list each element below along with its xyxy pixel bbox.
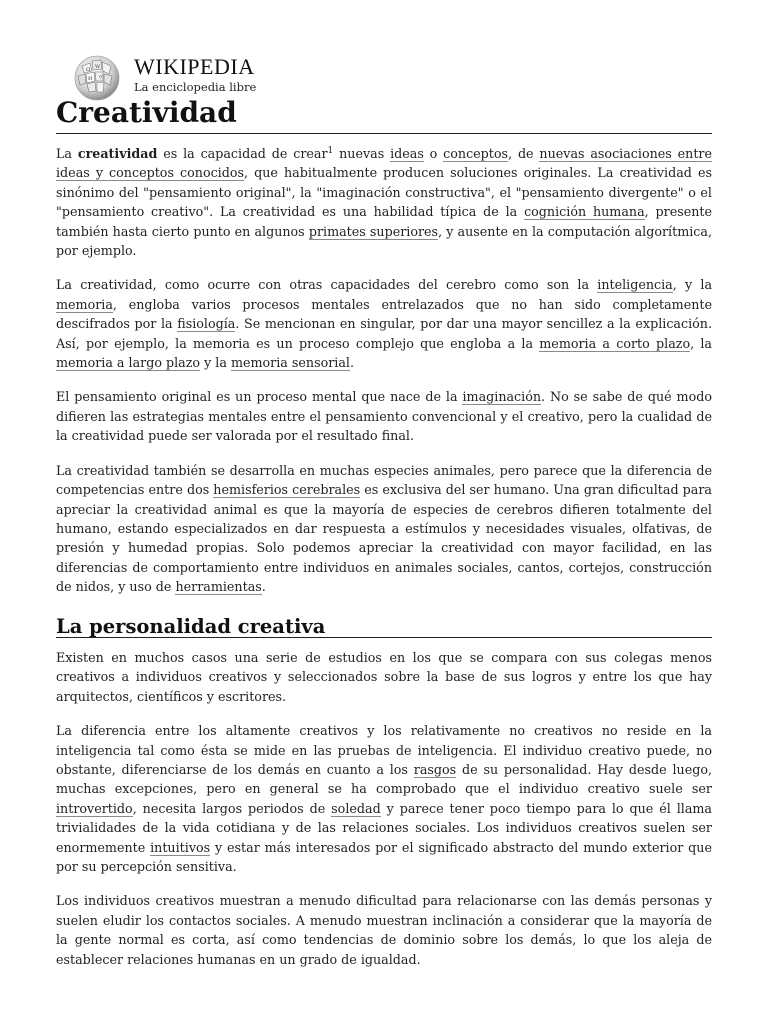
text-run: , necesita largos periodos de [132, 800, 332, 816]
text-run: , y la [672, 277, 713, 293]
article-link[interactable]: rasgos [413, 761, 457, 777]
article-link[interactable]: hemisferios cerebrales [213, 482, 361, 498]
text-run: La creatividad también se desarrolla en muchas especies animales, pero parece que la diferencia de competencias entre dos [56, 462, 712, 498]
text-run: de su personalidad. Hay desde luego, muchas excepciones, pero en general se ha comprobado que el individuo creativo suele ser [56, 761, 712, 797]
article-link[interactable]: introvertido [56, 800, 133, 816]
paragraph-s3 [56, 891, 712, 969]
text-run: o [423, 146, 444, 161]
article-link[interactable]: imaginación [462, 389, 542, 405]
text-run: nuevas [333, 146, 391, 161]
wikipedia-globe-icon[interactable] [72, 52, 122, 102]
text-run: La diferencia entre los altamente creativos y los relativamente no creativos no reside en la inteligencia tal como ésta se mide en las pruebas de inteligencia. El individuo creativo puede, no obstante, diferenciarse de los demás en cuanto a los [56, 723, 712, 777]
paragraph-s2 [56, 721, 712, 876]
text-run: La creatividad, como ocurre con otras capacidades del cerebro como son la [56, 277, 598, 293]
wordmark-tagline: La enciclopedia libre [134, 80, 257, 94]
paragraph-s1 [56, 648, 712, 706]
article-link[interactable]: memoria [56, 296, 113, 312]
text-run: , engloba varios procesos mentales entrelazados que no han sido completamente descifrados por la [56, 296, 712, 332]
reference-marker[interactable]: 1 [327, 145, 334, 156]
svg-text:И: И [88, 76, 93, 82]
intro-section [56, 144, 712, 597]
paragraph-p1 [56, 144, 712, 260]
text-run: . [349, 355, 355, 371]
article-link[interactable]: ideas [390, 146, 424, 161]
text-run: , que habitualmente producen soluciones originales. La creatividad es sinónimo del "pensamiento original", la "imaginación constructiva", el "pensamiento divergente" o el "pensamiento creativo". La creatividad es una habilidad típica de la [56, 165, 712, 220]
article-link[interactable]: intuitivos [150, 839, 211, 855]
text-run: La [56, 146, 78, 161]
section-body [56, 648, 712, 969]
text-run: y la [200, 355, 231, 371]
wordmark-text: WIKIPEDIA [134, 54, 255, 79]
bold-term: creatividad [77, 146, 158, 161]
wikipedia-wordmark[interactable] [134, 56, 274, 94]
text-run: Los individuos creativos muestran a menudo dificultad para relacionarse con las demás personas y suelen eludir los contactos sociales. A menudo muestran inclinación a considerar que la mayoría de la gente normal es corta, así como tendencias de dominio sobre los demás, lo que los aleja de establecer relaciones humanas en un grado de igualdad. [56, 893, 712, 967]
svg-text:W: W [95, 64, 101, 70]
article-link[interactable]: soledad [331, 800, 381, 816]
svg-text:ウ: ウ [98, 75, 104, 81]
article-link[interactable]: memoria a corto plazo [539, 335, 691, 351]
text-run: El pensamiento original es un proceso mental que nace de la [56, 389, 463, 405]
text-run: , la [690, 335, 712, 351]
article-body [56, 144, 712, 984]
article-link[interactable]: primates superiores [308, 223, 439, 239]
section-heading: La personalidad creativa [56, 617, 712, 638]
text-run: es la capacidad de crear [157, 146, 328, 161]
svg-text:Ω: Ω [86, 67, 91, 73]
article-link[interactable]: cognición humana [524, 204, 645, 220]
text-run: , de [508, 146, 540, 161]
article-link[interactable]: inteligencia [597, 277, 673, 293]
text-run: Existen en muchos casos una serie de estudios en los que se compara con sus colegas menos creativos a individuos creativos y seleccionados sobre la base de sus logros y entre los que hay arquitectos, científicos y escritores. [56, 649, 712, 704]
text-run: es exclusiva del ser humano. Una gran dificultad para apreciar la creatividad animal es que la mayoría de especies de cerebros difieren totalmente del humano, estando especializados en dar respuesta a estímulos y necesidades visuales, olfativas, de presión y humedad propias. Solo podemos apreciar la creatividad con mayor facilidad, en las diferencias de comportamiento entre individuos en animales sociales, cantos, cortejos, construcción de nidos, y uso de [56, 482, 712, 595]
text-run: . No se sabe de qué modo difieren las estrategias mentales entre el pensamiento convencional y el creativo, pero la cualidad de la creatividad puede ser valorada por el resultado final. [56, 389, 712, 444]
text-run: , y ausente en la computación algorítmica, por ejemplo. [56, 223, 712, 259]
text-run: . Se mencionan en singular, por dar una mayor sencillez a la explicación. Así, por ejemplo, la memoria es un proceso complejo que engloba a la [56, 316, 712, 351]
article-link[interactable]: memoria sensorial [230, 355, 350, 371]
text-run: . [261, 579, 266, 595]
page-title: Creatividad [56, 96, 712, 134]
paragraph-p2 [56, 275, 712, 372]
text-run: y estar más interesados por el significado abstracto del mundo exterior que por su percepción sensitiva. [56, 839, 712, 874]
text-run: , presente también hasta cierto punto en algunos [56, 204, 712, 239]
article-link[interactable]: memoria a largo plazo [56, 355, 201, 371]
paragraph-p3 [56, 387, 712, 445]
article-link[interactable]: nuevas asociaciones entre ideas y conceptos conocidos [56, 146, 712, 181]
paragraph-p4 [56, 461, 712, 597]
text-run: y parece tener poco tiempo para lo que él llama trivialidades de la vida cotidiana y de las relaciones sociales. Los individuos creativos suelen ser enormemente [56, 800, 712, 855]
article-link[interactable]: conceptos [443, 146, 509, 161]
article-link[interactable]: fisiología [177, 316, 236, 332]
article-link[interactable]: herramientas [175, 579, 262, 595]
